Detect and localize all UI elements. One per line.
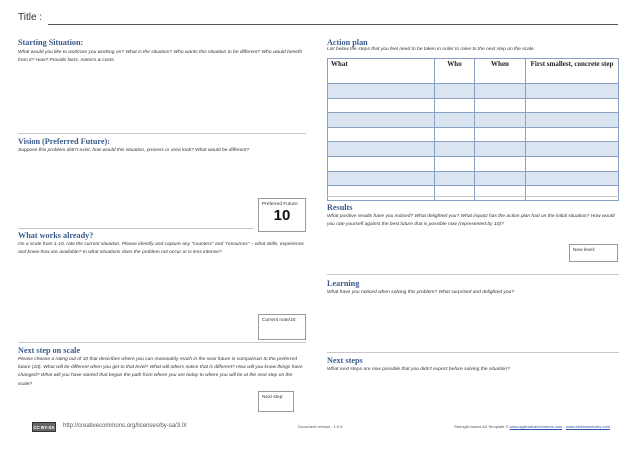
cc-license-badge	[32, 422, 56, 432]
table-cell[interactable]	[475, 186, 526, 201]
footer-credit	[454, 424, 610, 429]
credit-link-agile[interactable]: www.agileadvancements.com	[509, 424, 563, 429]
table-cell[interactable]	[435, 84, 475, 99]
table-cell[interactable]	[526, 171, 619, 186]
table-row	[328, 84, 619, 99]
action-plan-text: List below the steps that you feel need to be taken in order to raise to the next step on the scale.	[327, 47, 535, 52]
next-scale-heading: Next step on scale	[18, 346, 81, 355]
table-row	[328, 127, 619, 142]
table-cell[interactable]	[526, 113, 619, 128]
vision-text: Suppose this problem didn't exist, how would this situation, process or area look? What would be different?	[18, 148, 250, 153]
credit-separator: -	[563, 424, 565, 429]
col-what: What	[328, 59, 435, 84]
table-cell[interactable]	[328, 84, 435, 99]
next-step-box[interactable]	[258, 391, 294, 412]
vision-heading: Vision (Preferred Future):	[18, 137, 111, 146]
table-cell[interactable]	[475, 127, 526, 142]
title-label: Title :	[18, 12, 43, 23]
table-cell[interactable]	[475, 142, 526, 157]
table-cell[interactable]	[526, 98, 619, 113]
title-line[interactable]	[48, 24, 618, 25]
table-cell[interactable]	[475, 113, 526, 128]
table-cell[interactable]	[435, 142, 475, 157]
table-cell[interactable]	[475, 98, 526, 113]
preferred-future-label: Preferred Future:	[262, 202, 299, 207]
table-cell[interactable]	[475, 171, 526, 186]
next-scale-text: Please choose a rating out of 10 that describes where you can reasonably reach in the near future in comparison to the preferred future (10). What will be different when you get to that level? What will others notice that is different? How will you know things have changed? What will you have started that began the path from where you are today to where you will be at the next step on the scale?	[18, 357, 303, 387]
table-row	[328, 142, 619, 157]
results-text: What positive results have you noticed? What delighted you? What impact has the action plan had on the initial situation? How would you rate yourself against the best future that is possible now (represented by 10)?	[327, 214, 615, 228]
col-when: When	[475, 59, 526, 84]
table-cell[interactable]	[475, 84, 526, 99]
works-heading: What works already?	[18, 231, 94, 240]
table-cell[interactable]	[526, 156, 619, 171]
table-cell[interactable]	[435, 127, 475, 142]
starting-heading: Starting Situation:	[18, 38, 84, 47]
current-note-box[interactable]	[258, 314, 306, 340]
table-cell[interactable]	[475, 156, 526, 171]
preferred-future-value: 10	[273, 207, 291, 224]
table-cell[interactable]	[328, 142, 435, 157]
action-plan-table	[327, 58, 619, 201]
table-cell[interactable]	[526, 84, 619, 99]
new-level-label: New level:	[573, 248, 596, 253]
preferred-future-box	[258, 198, 306, 232]
table-row	[328, 156, 619, 171]
next-steps-text: What next steps are now possible that you didn't expect before solving the situation?	[327, 367, 510, 372]
table-cell[interactable]	[526, 142, 619, 157]
table-cell[interactable]	[435, 98, 475, 113]
starting-text: What would you like to work/are you working on? What is the situation? Who wants this situation to be different? Who would benefit from it? How? Provide facts, metrics & costs.	[18, 50, 302, 64]
table-cell[interactable]	[435, 171, 475, 186]
divider	[18, 228, 254, 229]
table-row	[328, 98, 619, 113]
table-cell[interactable]	[435, 113, 475, 128]
table-row	[328, 113, 619, 128]
table-cell[interactable]	[526, 186, 619, 201]
divider	[327, 352, 619, 353]
action-plan-heading: Action plan	[327, 38, 368, 47]
table-cell[interactable]	[435, 186, 475, 201]
table-row	[328, 186, 619, 201]
table-header-row	[328, 59, 619, 84]
table-cell[interactable]	[328, 156, 435, 171]
col-who: Who	[435, 59, 475, 84]
table-cell[interactable]	[328, 98, 435, 113]
table-cell[interactable]	[328, 171, 435, 186]
table-cell[interactable]	[328, 186, 435, 201]
cc-badge-text: CC BY-SA	[33, 424, 55, 430]
next-step-label: Next step:	[262, 395, 284, 400]
col-first-step: First smallest, concrete step	[526, 59, 619, 84]
learning-text: What have you noticed when solving this problem? What surprised and delighted you?	[327, 290, 515, 295]
table-row	[328, 171, 619, 186]
credit-prefix: Strength-based A3 Template ©	[454, 424, 509, 429]
learning-heading: Learning	[327, 279, 360, 288]
current-note-label: Current note/10:	[262, 318, 297, 323]
new-level-box[interactable]	[569, 244, 618, 262]
results-heading: Results	[327, 203, 353, 212]
divider	[327, 196, 619, 197]
document-version: Document version : 1.0 fr	[298, 424, 343, 429]
credit-link-ebis[interactable]: www.ebisinventures.com	[565, 424, 610, 429]
next-steps-heading: Next steps	[327, 356, 363, 365]
license-url[interactable]: http://creativecommons.org/licenses/by-sa/3.0/	[63, 423, 187, 429]
table-cell[interactable]	[328, 113, 435, 128]
divider	[18, 342, 306, 343]
divider	[18, 133, 306, 134]
divider	[327, 274, 619, 275]
works-text: On a scale from 1-10, rate the current situation. Please identify and capture any "counters" and "resources" – what skills, experience and know-how are available? In what situations does the problem not occur or is less intense?	[18, 242, 304, 256]
table-cell[interactable]	[328, 127, 435, 142]
table-cell[interactable]	[526, 127, 619, 142]
table-cell[interactable]	[435, 156, 475, 171]
title-row	[18, 12, 618, 23]
